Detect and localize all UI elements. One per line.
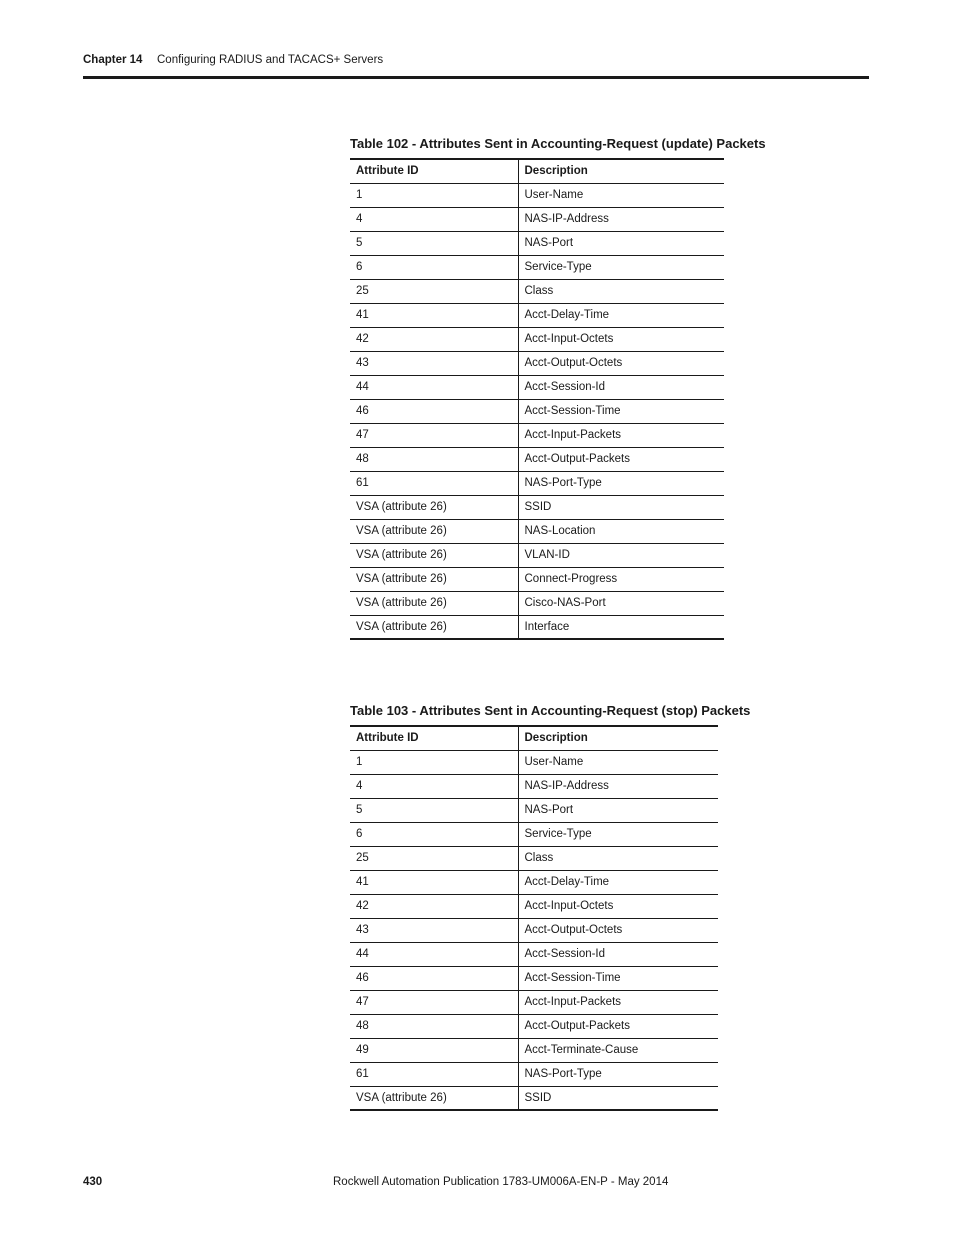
attribute-id-cell: 4 — [350, 774, 518, 798]
table-row — [350, 423, 724, 447]
table-row — [350, 615, 724, 639]
attribute-id-cell: 42 — [350, 327, 518, 351]
page-header — [83, 52, 869, 79]
attribute-id-cell: VSA (attribute 26) — [350, 567, 518, 591]
attribute-id-cell: 47 — [350, 990, 518, 1014]
table-102-body — [350, 183, 724, 639]
table-row — [350, 279, 724, 303]
table-row — [350, 351, 724, 375]
attribute-id-cell: 5 — [350, 798, 518, 822]
table-row — [350, 1062, 718, 1086]
description-cell: SSID — [518, 495, 724, 519]
attribute-id-cell: 41 — [350, 870, 518, 894]
table-102-block — [350, 136, 766, 640]
attribute-id-cell: 5 — [350, 231, 518, 255]
table-row — [350, 942, 718, 966]
attribute-id-cell: 1 — [350, 183, 518, 207]
attribute-id-cell: 25 — [350, 846, 518, 870]
chapter-title: Configuring RADIUS and TACACS+ Servers — [157, 54, 384, 66]
table-row — [350, 774, 718, 798]
description-cell: Cisco-NAS-Port — [518, 591, 724, 615]
column-header-attribute-id: Attribute ID — [350, 726, 518, 750]
table-row — [350, 399, 724, 423]
description-cell: NAS-Port-Type — [518, 471, 724, 495]
table-row — [350, 870, 718, 894]
attribute-id-cell: 48 — [350, 447, 518, 471]
description-cell: Acct-Session-Time — [518, 966, 718, 990]
table-row — [350, 231, 724, 255]
table-row — [350, 591, 724, 615]
description-cell: Service-Type — [518, 255, 724, 279]
table-row — [350, 750, 718, 774]
table-103 — [350, 725, 718, 1111]
table-header-row — [350, 159, 724, 183]
table-103-block — [350, 703, 750, 1111]
description-cell: Acct-Session-Time — [518, 399, 724, 423]
page-number: 430 — [83, 1176, 103, 1188]
table-row — [350, 471, 724, 495]
attribute-id-cell: 6 — [350, 255, 518, 279]
table-row — [350, 1038, 718, 1062]
table-row — [350, 918, 718, 942]
description-cell: User-Name — [518, 183, 724, 207]
table-row — [350, 894, 718, 918]
description-cell: NAS-Port — [518, 798, 718, 822]
attribute-id-cell: 4 — [350, 207, 518, 231]
description-cell: Acct-Delay-Time — [518, 870, 718, 894]
attribute-id-cell: VSA (attribute 26) — [350, 615, 518, 639]
table-102 — [350, 158, 724, 640]
description-cell: Acct-Input-Octets — [518, 894, 718, 918]
table-row — [350, 798, 718, 822]
table-row — [350, 966, 718, 990]
description-cell: User-Name — [518, 750, 718, 774]
attribute-id-cell: VSA (attribute 26) — [350, 519, 518, 543]
description-cell: SSID — [518, 1086, 718, 1110]
description-cell: Acct-Output-Octets — [518, 351, 724, 375]
column-header-description: Description — [518, 726, 718, 750]
table-row — [350, 303, 724, 327]
table-103-title: Table 103 - Attributes Sent in Accounting-Request (stop) Packets — [350, 703, 751, 718]
table-103-body — [350, 750, 718, 1110]
description-cell: Acct-Input-Octets — [518, 327, 724, 351]
attribute-id-cell: 44 — [350, 942, 518, 966]
chapter-label: Chapter 14 — [83, 54, 143, 66]
table-row — [350, 519, 724, 543]
description-cell: Class — [518, 279, 724, 303]
table-row — [350, 1014, 718, 1038]
attribute-id-cell: 42 — [350, 894, 518, 918]
attribute-id-cell: 49 — [350, 1038, 518, 1062]
attribute-id-cell: 61 — [350, 471, 518, 495]
attribute-id-cell: 46 — [350, 966, 518, 990]
attribute-id-cell: VSA (attribute 26) — [350, 495, 518, 519]
description-cell: Acct-Output-Octets — [518, 918, 718, 942]
table-row — [350, 447, 724, 471]
description-cell: VLAN-ID — [518, 543, 724, 567]
publication-info: Rockwell Automation Publication 1783-UM006A-EN-P - May 2014 — [333, 1176, 669, 1188]
table-row — [350, 846, 718, 870]
description-cell: Acct-Output-Packets — [518, 447, 724, 471]
attribute-id-cell: VSA (attribute 26) — [350, 1086, 518, 1110]
table-row — [350, 990, 718, 1014]
table-header-row — [350, 726, 718, 750]
description-cell: Acct-Output-Packets — [518, 1014, 718, 1038]
attribute-id-cell: 6 — [350, 822, 518, 846]
description-cell: NAS-Port — [518, 231, 724, 255]
description-cell: Acct-Session-Id — [518, 375, 724, 399]
attribute-id-cell: VSA (attribute 26) — [350, 543, 518, 567]
attribute-id-cell: 43 — [350, 351, 518, 375]
attribute-id-cell: 44 — [350, 375, 518, 399]
description-cell: Acct-Terminate-Cause — [518, 1038, 718, 1062]
attribute-id-cell: 1 — [350, 750, 518, 774]
table-row — [350, 183, 724, 207]
description-cell: NAS-Location — [518, 519, 724, 543]
attribute-id-cell: 46 — [350, 399, 518, 423]
table-102-title: Table 102 - Attributes Sent in Accounting-Request (update) Packets — [350, 136, 766, 151]
description-cell: Connect-Progress — [518, 567, 724, 591]
description-cell: NAS-IP-Address — [518, 774, 718, 798]
description-cell: Acct-Input-Packets — [518, 990, 718, 1014]
table-row — [350, 822, 718, 846]
table-row — [350, 207, 724, 231]
description-cell: NAS-Port-Type — [518, 1062, 718, 1086]
description-cell: Acct-Input-Packets — [518, 423, 724, 447]
description-cell: Acct-Session-Id — [518, 942, 718, 966]
description-cell: Acct-Delay-Time — [518, 303, 724, 327]
attribute-id-cell: 43 — [350, 918, 518, 942]
attribute-id-cell: 48 — [350, 1014, 518, 1038]
attribute-id-cell: VSA (attribute 26) — [350, 591, 518, 615]
table-row — [350, 495, 724, 519]
description-cell: Class — [518, 846, 718, 870]
attribute-id-cell: 47 — [350, 423, 518, 447]
table-row — [350, 375, 724, 399]
attribute-id-cell: 41 — [350, 303, 518, 327]
table-row — [350, 543, 724, 567]
table-row — [350, 1086, 718, 1110]
table-row — [350, 255, 724, 279]
description-cell: NAS-IP-Address — [518, 207, 724, 231]
attribute-id-cell: 25 — [350, 279, 518, 303]
attribute-id-cell: 61 — [350, 1062, 518, 1086]
table-row — [350, 327, 724, 351]
description-cell: Interface — [518, 615, 724, 639]
description-cell: Service-Type — [518, 822, 718, 846]
column-header-description: Description — [518, 159, 724, 183]
table-row — [350, 567, 724, 591]
column-header-attribute-id: Attribute ID — [350, 159, 518, 183]
